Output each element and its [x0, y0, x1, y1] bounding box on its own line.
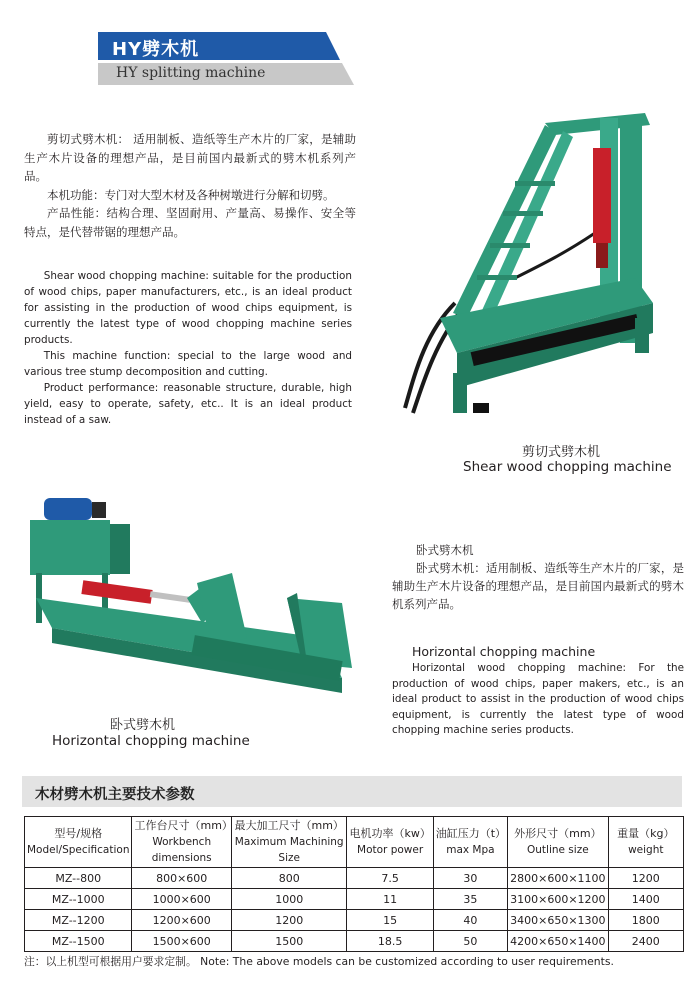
- table-cell: 7.5: [347, 868, 433, 889]
- table-cell: 1500: [231, 931, 347, 952]
- spec-header-pressure: [433, 817, 507, 868]
- intro-chinese: [24, 130, 356, 241]
- spec-table: [24, 816, 684, 952]
- horizontal-caption-en: Horizontal chopping machine: [52, 733, 250, 749]
- spec-header-outline: [508, 817, 608, 868]
- horizontal-desc-cn: 卧式劈木机：适用制板、造纸等生产木片的厂家，是辅助生产木片设备的理想产品，是目前国内最新式的劈木机系列产品。: [392, 561, 684, 611]
- header-en: Workbench dimensions: [151, 836, 212, 864]
- horizontal-title-cn: 卧式劈木机: [416, 543, 474, 557]
- customization-note: 注：以上机型可根据用户要求定制。 Note: The above models can be customized according to user requirements.: [24, 955, 614, 968]
- header-en: Model/Specification: [27, 844, 130, 856]
- intro-en-p3: Product performance: reasonable structure, durable, high yield, easy to operate, safety, etc.. It is an ideal product instead of a saw.: [24, 382, 352, 426]
- horizontal-machine-photo: [22, 488, 362, 718]
- table-cell: MZ--1200: [25, 910, 132, 931]
- table-cell: 1800: [608, 910, 683, 931]
- spec-header-row: [25, 817, 684, 868]
- horizontal-description-en: [392, 661, 684, 739]
- spec-header-weight: [608, 817, 683, 868]
- shear-machine-photo: [395, 103, 675, 423]
- table-row: [25, 889, 684, 910]
- table-cell: 2400: [608, 931, 683, 952]
- table-cell: 2800×600×1100: [508, 868, 608, 889]
- table-cell: 1500×600: [132, 931, 231, 952]
- table-cell: MZ--800: [25, 868, 132, 889]
- table-cell: 11: [347, 889, 433, 910]
- header-cn: 重量（kg）: [617, 827, 675, 840]
- table-cell: 1000×600: [132, 889, 231, 910]
- header-cn: 外形尺寸（mm）: [514, 827, 602, 840]
- spec-header-motor: [347, 817, 433, 868]
- table-row: [25, 868, 684, 889]
- intro-en-p1: Shear wood chopping machine: suitable for the production of wood chips, paper manufacturers, etc., is an ideal product for assisting in the production of wood chips equipment, is currently the latest type of wood chopping machine series products.: [24, 270, 352, 346]
- table-cell: 3400×650×1300: [508, 910, 608, 931]
- intro-cn-p3: 产品性能：结构合理、坚固耐用、产量高、易操作、安全等特点，是代替带锯的理想产品。: [24, 206, 356, 239]
- header-en: max Mpa: [446, 844, 495, 856]
- table-cell: 1000: [231, 889, 347, 910]
- horizontal-caption-cn: 卧式劈木机: [110, 718, 176, 733]
- spec-title: 木材劈木机主要技术参数: [35, 787, 195, 803]
- spec-header-max-size: [231, 817, 347, 868]
- horizontal-desc-en: Horizontal wood chopping machine: For the production of wood chips, paper makers, etc., is an ideal product to assist in the production of wood chips equipment, is currently the latest type of wood chopping machine series products.: [392, 662, 684, 736]
- header-en: Outline size: [526, 844, 589, 856]
- header-cn: 最大加工尺寸（mm）: [234, 819, 344, 832]
- spec-header-model: [25, 817, 132, 868]
- table-cell: 1200×600: [132, 910, 231, 931]
- table-cell: 35: [433, 889, 507, 910]
- table-cell: 1200: [608, 868, 683, 889]
- table-cell: 1400: [608, 889, 683, 910]
- header-cn: 工作台尺寸（mm）: [134, 819, 233, 832]
- table-cell: 18.5: [347, 931, 433, 952]
- horizontal-description-cn: [392, 541, 684, 613]
- header-en: Motor power: [357, 844, 424, 856]
- table-row: [25, 910, 684, 931]
- intro-cn-p1: 剪切式劈木机： 适用制板、造纸等生产木片的厂家，是辅助生产木片设备的理想产品，是目前国内最新式的劈木机系列产品。: [24, 132, 356, 183]
- shear-caption-en: Shear wood chopping machine: [463, 459, 672, 475]
- table-cell: 4200×650×1400: [508, 931, 608, 952]
- horizontal-title-en: Horizontal chopping machine: [412, 644, 596, 659]
- header-en: Maximum Machining Size: [234, 836, 344, 864]
- intro-cn-p2: 本机功能：专门对大型木材及各种树墩进行分解和切劈。: [47, 187, 335, 202]
- header-en: weight: [628, 844, 664, 856]
- page-subtitle: HY splitting machine: [116, 65, 266, 81]
- header-cn: 电机功率（kw）: [349, 827, 431, 840]
- shear-caption-cn: 剪切式劈木机: [522, 445, 601, 460]
- table-cell: 40: [433, 910, 507, 931]
- table-row: [25, 931, 684, 952]
- table-cell: MZ--1500: [25, 931, 132, 952]
- header-cn: 型号/规格: [54, 827, 103, 840]
- table-cell: 1200: [231, 910, 347, 931]
- table-cell: 50: [433, 931, 507, 952]
- table-cell: 800×600: [132, 868, 231, 889]
- header-cn: 油缸压力（t）: [435, 827, 507, 840]
- table-cell: 3100×600×1200: [508, 889, 608, 910]
- spec-header-workbench: [132, 817, 231, 868]
- table-cell: MZ--1000: [25, 889, 132, 910]
- page-title: HY劈木机: [112, 39, 200, 60]
- table-cell: 15: [347, 910, 433, 931]
- table-cell: 30: [433, 868, 507, 889]
- table-cell: 800: [231, 868, 347, 889]
- intro-english: [24, 268, 352, 428]
- intro-en-p2: This machine function: special to the large wood and various tree stump decomposition and cutting.: [24, 350, 352, 378]
